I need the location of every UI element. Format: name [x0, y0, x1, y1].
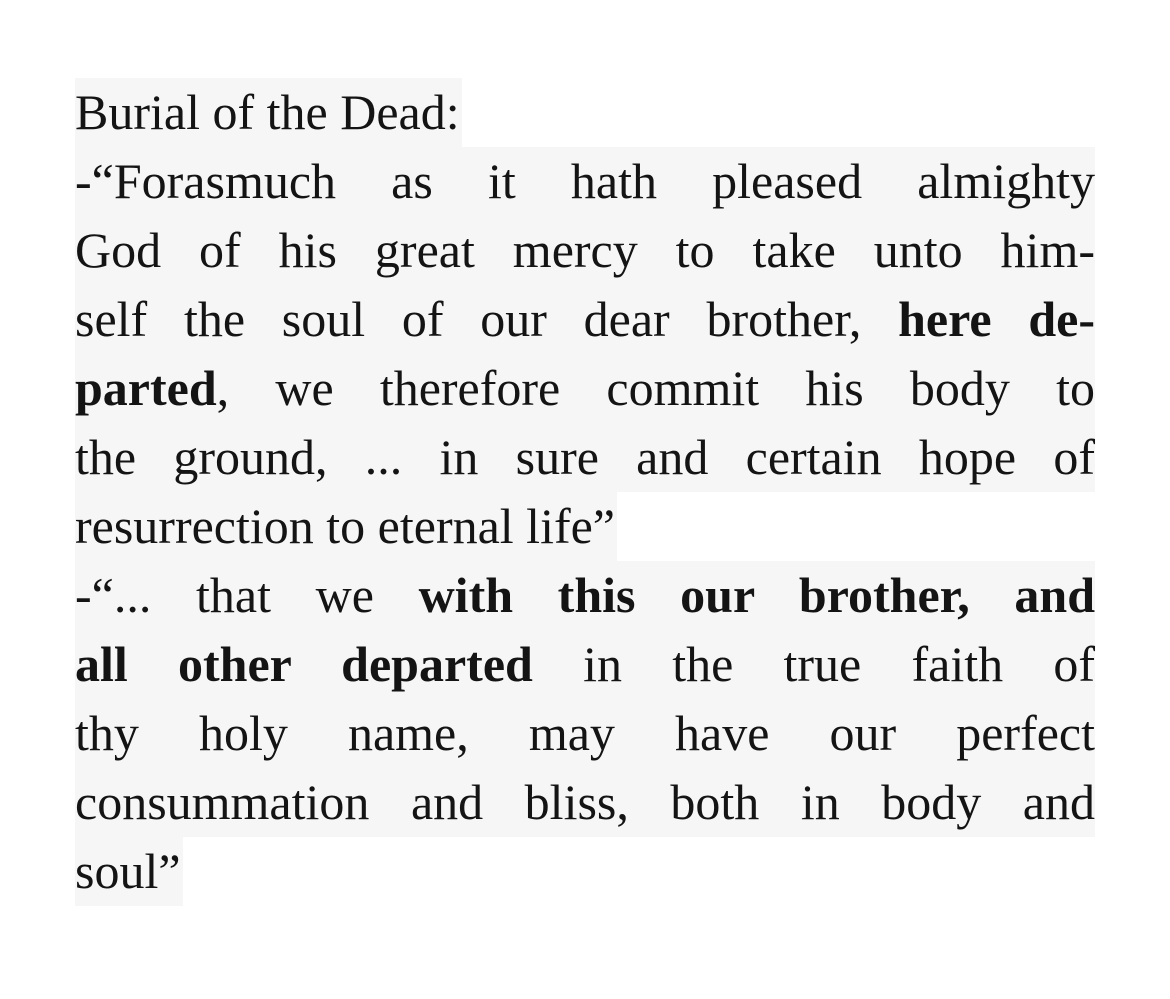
text-span: resurrection to eternal life” — [75, 492, 617, 561]
bold-text-span: all other departed — [75, 636, 533, 692]
quoted-passage — [75, 78, 1095, 906]
bold-text-span: parted — [75, 360, 217, 416]
text-span: soul” — [75, 837, 183, 906]
text-line: God of his great mercy to take unto him- — [75, 216, 1095, 285]
text-line — [75, 285, 1095, 354]
text-line: -“Forasmuch as it hath pleased almighty — [75, 147, 1095, 216]
text-line — [75, 78, 1095, 147]
text-line — [75, 630, 1095, 699]
text-line: consummation and bliss, both in body and — [75, 768, 1095, 837]
text-line — [75, 561, 1095, 630]
text-span: self the soul of our dear brother, — [75, 291, 899, 347]
bold-text-span: here de- — [898, 291, 1095, 347]
bold-text-span: with this our brother, and — [418, 567, 1096, 623]
text-line — [75, 837, 1095, 906]
text-line — [75, 492, 1095, 561]
text-line — [75, 354, 1095, 423]
text-span: in the true faith of — [532, 636, 1095, 692]
text-line: thy holy name, may have our perfect — [75, 699, 1095, 768]
passage-heading: Burial of the Dead: — [75, 78, 462, 147]
text-span: , we therefore commit his body to — [216, 360, 1095, 416]
text-line: the ground, ... in sure and certain hope of — [75, 423, 1095, 492]
text-span: -“... that we — [75, 567, 419, 623]
